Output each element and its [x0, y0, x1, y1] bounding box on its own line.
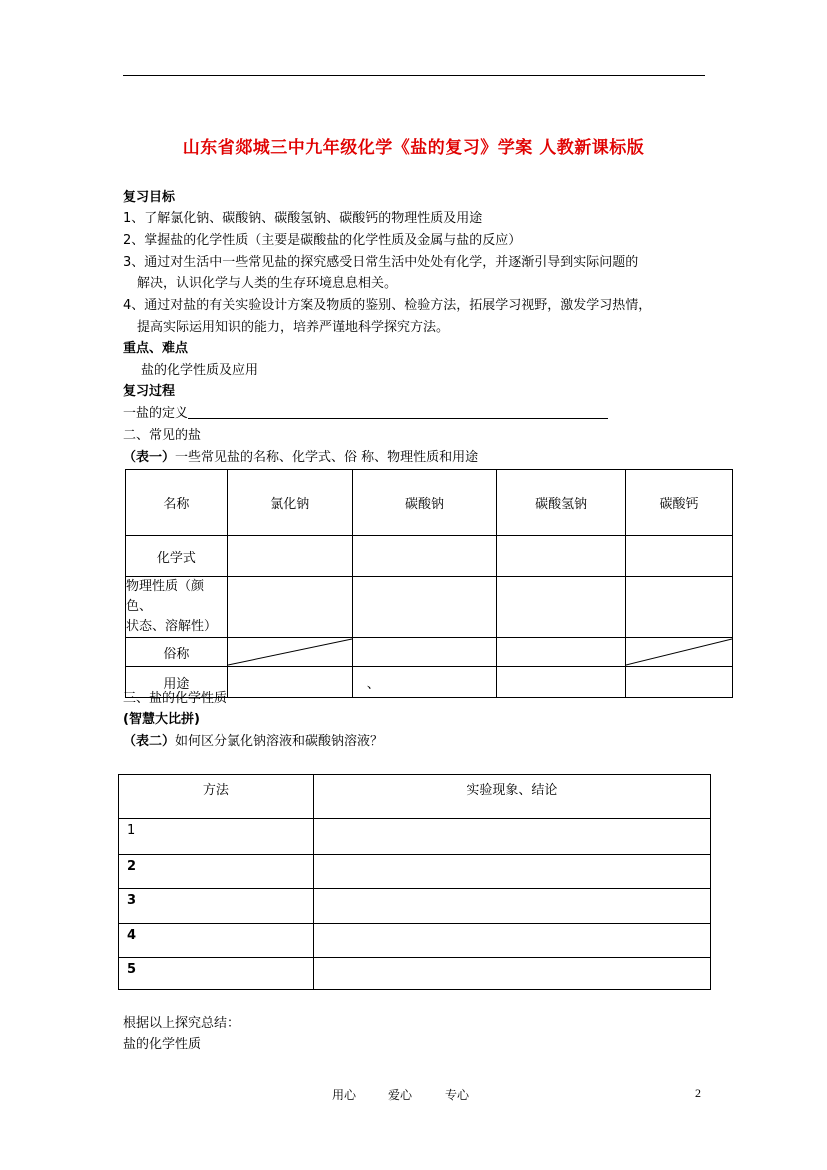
table2-caption-tag: （表二）	[123, 734, 176, 749]
method-number: 3	[119, 889, 314, 924]
definition-label: 一盐的定义	[123, 406, 189, 421]
method-number: 4	[119, 924, 314, 958]
table2-header: 实验现象、结论	[313, 775, 710, 819]
definition-blank[interactable]	[188, 404, 608, 419]
summary-line: 根据以上探究总结：	[123, 1016, 241, 1031]
table1-row-label-line: 状态、溶解性）	[126, 619, 218, 634]
table2-cell[interactable]	[313, 958, 710, 990]
table1-cell[interactable]	[352, 638, 497, 667]
table2-header: 方法	[119, 775, 314, 819]
distinguish-table	[118, 774, 711, 990]
objectives-heading: 复习目标	[123, 190, 176, 205]
table1-cell[interactable]	[497, 577, 626, 638]
section-common-salts: 二、常见的盐	[123, 428, 202, 443]
table1-cell[interactable]	[352, 577, 497, 638]
table1-row-label-line: 物理性质（颜色、	[126, 579, 205, 614]
table1-cell[interactable]	[625, 667, 732, 698]
diagonal-strike	[626, 638, 732, 666]
table1-cell[interactable]	[227, 577, 352, 638]
table1-row-label: 用途	[126, 667, 228, 698]
table2-caption-text: 如何区分氯化钠溶液和碳酸钠溶液？	[175, 734, 384, 749]
table1-header: 名称	[126, 470, 228, 536]
objective-item: 解决，认识化学与人类的生存环境息息相关。	[137, 276, 398, 291]
table1-header: 碳酸钠	[352, 470, 497, 536]
table1-caption-tag: （表一）	[123, 450, 176, 465]
table1-cell[interactable]	[497, 638, 626, 667]
table2-cell[interactable]	[313, 855, 710, 889]
footer-item: 用心	[332, 1088, 357, 1102]
table1-header: 氯化钠	[227, 470, 352, 536]
table1-cell-struck	[227, 638, 352, 667]
salts-table	[125, 469, 733, 698]
method-number: 5	[119, 958, 314, 990]
table1-cell[interactable]	[352, 536, 497, 577]
table1-caption	[123, 447, 478, 468]
table2-cell[interactable]	[313, 889, 710, 924]
key-points-heading: 重点、难点	[123, 341, 189, 356]
table1-row-label: 俗称	[126, 638, 228, 667]
summary-heading: 盐的化学性质	[123, 1037, 202, 1052]
section-chemical-properties: 三、盐的化学性质	[123, 691, 228, 706]
header-rule	[123, 75, 705, 76]
table1-cell[interactable]	[227, 536, 352, 577]
objective-item: 2、掌握盐的化学性质（主要是碳酸盐的化学性质及金属与盐的反应）	[123, 233, 522, 248]
definition-line	[123, 403, 608, 424]
table2-cell[interactable]	[313, 819, 710, 855]
table1-caption-text: 一些常见盐的名称、化学式、俗 称、物理性质和用途	[175, 450, 479, 465]
table1-cell[interactable]: 、	[352, 667, 497, 698]
table1-cell[interactable]	[227, 667, 352, 698]
method-number: 2	[119, 855, 314, 889]
contest-heading: (智慧大比拼)	[123, 712, 200, 727]
table2-caption	[123, 731, 383, 752]
footer-item: 专心	[445, 1088, 470, 1102]
objective-item: 提高实际运用知识的能力，培养严谨地科学探究方法。	[137, 320, 450, 335]
objective-item: 1、了解氯化钠、碳酸钠、碳酸氢钠、碳酸钙的物理性质及用途	[123, 211, 483, 226]
table1-cell[interactable]	[625, 577, 732, 638]
table1-row-label: 化学式	[126, 536, 228, 577]
diagonal-strike	[228, 638, 352, 666]
process-heading: 复习过程	[123, 384, 176, 399]
table1-cell-struck	[625, 638, 732, 667]
table1-cell[interactable]	[497, 667, 626, 698]
table2-cell[interactable]	[313, 924, 710, 958]
table1-row-label	[126, 577, 228, 638]
table1-header: 碳酸氢钠	[497, 470, 626, 536]
page-number: 2	[695, 1086, 701, 1100]
objective-item: 4、通过对盐的有关实验设计方案及物质的鉴别、检验方法，拓展学习视野，激发学习热情，	[123, 298, 652, 313]
document-title: 山东省郯城三中九年级化学《盐的复习》学案 人教新课标版	[182, 138, 645, 158]
key-points-text: 盐的化学性质及应用	[141, 363, 259, 378]
method-number: 1	[119, 819, 314, 855]
table1-cell[interactable]	[497, 536, 626, 577]
table1-header: 碳酸钙	[625, 470, 732, 536]
objective-item: 3、通过对生活中一些常见盐的探究感受日常生活中处处有化学，并逐渐引导到实际问题的	[123, 255, 639, 270]
table1-cell[interactable]	[625, 536, 732, 577]
footer-item: 爱心	[388, 1088, 413, 1102]
